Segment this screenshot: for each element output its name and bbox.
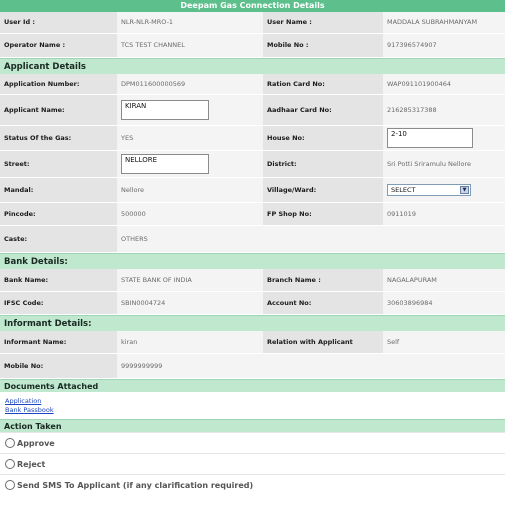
table-row [0,354,505,379]
send-sms-label: Send SMS To Applicant (if any clarification required) [17,480,254,490]
empty-cell [263,226,383,253]
house-no-cell [383,126,505,151]
reject-label: Reject [17,459,46,469]
informant-name-value: kiran [117,331,263,354]
informant-mobile-label: Mobile No: [0,354,117,379]
village-cell [383,178,505,203]
user-name-value: MADDALA SUBRAHMANYAM [383,12,505,33]
informant-mobile-value: 9999999999 [117,354,263,379]
application-number-value: DPM011600000569 [117,74,263,95]
operator-name-value: TCS TEST CHANNEL [117,33,263,57]
reject-radio[interactable] [5,459,15,469]
pincode-label: Pincode: [0,203,117,226]
branch-name-value: NAGALAPURAM [383,269,505,291]
documents-list [0,392,505,419]
page-title: Deepam Gas Connection Details [0,0,505,12]
account-no-value: 30603896984 [383,291,505,314]
street-cell [117,151,263,178]
user-name-label: User Name : [263,12,383,33]
applicant-name-cell [117,95,263,126]
aadhaar-label: Aadhaar Card No: [263,95,383,126]
empty-cell [263,354,383,379]
table-row [0,178,505,203]
relation-label: Relation with Applicant [263,331,383,354]
street-label: Street: [0,151,117,178]
user-id-value: NLR-NLR-MRO-1 [117,12,263,33]
mandal-value: Nellore [117,178,263,203]
bank-name-label: Bank Name: [0,269,117,291]
user-info-row [0,33,505,57]
table-row [0,95,505,126]
house-no-label: House No: [263,126,383,151]
user-info-row [0,12,505,33]
applicant-details-heading: Applicant Details [0,58,505,74]
gas-status-value: YES [117,126,263,151]
chevron-down-icon[interactable]: ▼ [460,186,469,194]
bank-passbook-link[interactable]: Bank Passbook [5,406,54,414]
table-row [0,74,505,95]
application-doc-link[interactable]: Application [5,397,42,405]
reject-option[interactable] [0,453,505,474]
approve-option[interactable] [0,432,505,453]
table-row [0,151,505,178]
ration-card-label: Ration Card No: [263,74,383,95]
mobile-no-label: Mobile No : [263,33,383,57]
application-number-label: Application Number: [0,74,117,95]
informant-details-heading: Informant Details: [0,315,505,331]
table-row [0,331,505,354]
user-info-table [0,12,505,58]
district-label: District: [263,151,383,178]
village-select[interactable] [387,184,471,196]
ifsc-label: IFSC Code: [0,291,117,314]
house-no-input[interactable]: 2-10 [387,128,473,148]
approve-radio[interactable] [5,438,15,448]
caste-label: Caste: [0,226,117,253]
district-value: Sri Potti Sriramulu Nellore [383,151,505,178]
account-no-label: Account No: [263,291,383,314]
send-sms-option[interactable] [0,474,505,495]
mobile-no-value: 917396574907 [383,33,505,57]
table-row [0,126,505,151]
approve-label: Approve [17,438,55,448]
mandal-label: Mandal: [0,178,117,203]
informant-name-label: Informant Name: [0,331,117,354]
gas-status-label: Status Of the Gas: [0,126,117,151]
table-row [0,203,505,226]
caste-value: OTHERS [117,226,263,253]
village-select-value: SELECT [391,186,416,194]
applicant-name-label: Applicant Name: [0,95,117,126]
ifsc-value: SBIN0004724 [117,291,263,314]
bank-details-heading: Bank Details: [0,253,505,269]
table-row [0,291,505,314]
bank-name-value: STATE BANK OF INDIA [117,269,263,291]
aadhaar-value: 216285317388 [383,95,505,126]
fp-shop-value: 0911019 [383,203,505,226]
send-sms-radio[interactable] [5,480,15,490]
relation-value: Self [383,331,505,354]
applicant-details-table [0,74,505,254]
informant-details-table [0,331,505,380]
branch-name-label: Branch Name : [263,269,383,291]
village-label: Village/Ward: [263,178,383,203]
user-id-label: User Id : [0,12,117,33]
operator-name-label: Operator Name : [0,33,117,57]
table-row [0,269,505,291]
applicant-name-input[interactable]: KIRAN [121,100,209,120]
empty-cell [383,354,505,379]
street-input[interactable]: NELLORE [121,154,209,174]
documents-heading: Documents Attached [0,379,505,392]
fp-shop-label: FP Shop No: [263,203,383,226]
bank-details-table [0,269,505,315]
action-taken-heading: Action Taken [0,419,505,432]
empty-cell [383,226,505,253]
table-row [0,226,505,253]
pincode-value: 500000 [117,203,263,226]
ration-card-value: WAP091101900464 [383,74,505,95]
